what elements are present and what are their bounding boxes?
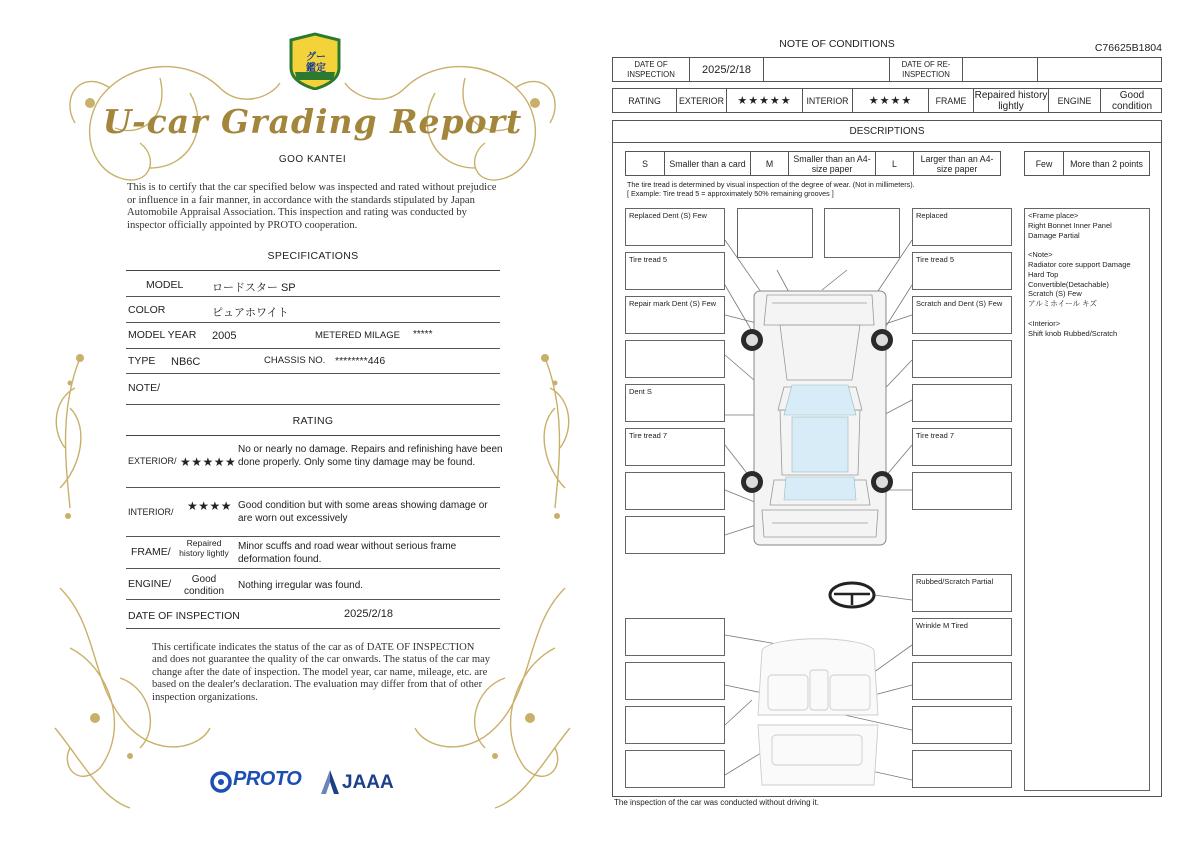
reinspection-value-cell — [962, 58, 1037, 81]
reinspection-label-cell: DATE OF RE-INSPECTION — [889, 58, 962, 81]
legend-l: L — [875, 152, 913, 175]
jaaa-logo-text: JAAA — [342, 772, 394, 793]
note-label: NOTE/ — [128, 382, 161, 394]
note-box-left-empty-3 — [625, 516, 725, 554]
frame-description: Minor scuffs and road wear without serious frame deformation found. — [238, 541, 457, 565]
proto-logo-text: PROTO — [233, 768, 302, 790]
legend-m-desc: Smaller than an A4-size paper — [788, 152, 875, 175]
interior-stars: ★★★★ — [187, 499, 233, 513]
interior-stars-cell: ★★★★ — [852, 89, 928, 112]
metered-mileage-value: ***** — [413, 329, 433, 340]
note-box-front-right-tire: Tire tread 5 — [912, 252, 1012, 290]
specifications-heading: SPECIFICATIONS — [267, 250, 359, 262]
metered-mileage-label: METERED MILAGE — [315, 330, 400, 341]
date-row — [612, 57, 1162, 82]
date-empty-cell — [763, 58, 891, 81]
note-box-left-door: Repair mark Dent (S) Few — [625, 296, 725, 334]
legend-m: M — [750, 152, 788, 175]
chassis-value: ********446 — [335, 355, 386, 367]
note-box-front-left-1: Replaced Dent (S) Few — [625, 208, 725, 246]
size-legend — [625, 151, 1001, 176]
note-box-interior-l3 — [625, 706, 725, 744]
engine-label: ENGINE/ — [128, 578, 172, 590]
note-box-front-left-tire: Tire tread 5 — [625, 252, 725, 290]
color-label: COLOR — [128, 304, 166, 316]
proto-logo-icon — [210, 771, 232, 793]
noc-title: NOTE OF CONDITIONS — [779, 38, 895, 50]
legend-s-desc: Smaller than a card — [664, 152, 750, 175]
ornamental-frame — [40, 28, 585, 828]
frame-value: Repaired history lightly — [179, 538, 229, 558]
noc-footer-note: The inspection of the car was conducted without driving it. — [614, 798, 819, 807]
seal-text: グー 鑑定 — [306, 52, 326, 74]
organization-name: GOO KANTEI — [278, 154, 347, 165]
note-box-interior-r1 — [912, 662, 1012, 700]
rating-label-cell: RATING — [628, 95, 661, 106]
rating-row — [612, 88, 1162, 113]
frame-label-cell: FRAME — [928, 89, 973, 112]
note-box-top-2 — [824, 208, 900, 258]
grading-certificate — [40, 28, 585, 828]
legend-few-desc: More than 2 points — [1063, 152, 1149, 175]
note-box-interior-r3 — [912, 750, 1012, 788]
noc-report-id: C76625B1804 — [1094, 42, 1162, 54]
exterior-stars: ★★★★★ — [180, 455, 237, 469]
note-box-interior-l1 — [625, 618, 725, 656]
rating-heading: RATING — [292, 415, 334, 427]
note-box-rear-right-tire: Tire tread 7 — [912, 428, 1012, 466]
chassis-label: CHASSIS NO. — [264, 355, 326, 366]
exterior-description: No or nearly no damage. Repairs and refinishing have been done properly. Only some tiny damage may be found. — [238, 444, 503, 468]
model-year-label: MODEL YEAR — [128, 329, 197, 341]
note-box-right-door: Scratch and Dent (S) Few — [912, 296, 1012, 334]
note-box-right-empty-3 — [912, 472, 1012, 510]
frame-value-cell: Repaired history lightly — [974, 89, 1048, 112]
frame-label: FRAME/ — [131, 546, 171, 558]
note-box-right-empty-1 — [912, 340, 1012, 378]
type-label: TYPE — [128, 355, 156, 367]
note-box-rear-left-tire: Tire tread 7 — [625, 428, 725, 466]
note-box-steering: Rubbed/Scratch Partial — [912, 574, 1012, 612]
model-label: MODEL — [146, 279, 184, 291]
engine-value-cell: Good condition — [1100, 89, 1163, 112]
note-box-interior-l2 — [625, 662, 725, 700]
side-notes-panel: <Frame place> Right Bonnet Inner Panel Damage Partial <Note> Radiator core support Damage Hard Top Convertible(Detachable) Scratch (S) Few アルミホイール キズ <Interior> Shift knob Rubbed/Scratch — [1024, 208, 1150, 791]
note-box-right-empty-2 — [912, 384, 1012, 422]
date-value-cell: 2025/2/18 — [689, 58, 763, 81]
model-year-value: 2005 — [212, 330, 237, 342]
note-box-seat: Wrinkle M Tired — [912, 618, 1012, 656]
legend-l-desc: Larger than an A4-size paper — [913, 152, 1000, 175]
steering-wheel-icon — [830, 583, 874, 607]
legend-s: S — [642, 158, 648, 169]
type-value: NB6C — [171, 356, 201, 368]
note-box-left-rear: Dent S — [625, 384, 725, 422]
engine-description: Nothing irregular was found. — [238, 580, 364, 591]
note-box-left-empty-2 — [625, 472, 725, 510]
interior-description: Good condition but with some areas showing damage or are worn out excessively — [238, 500, 488, 524]
note-box-top-1 — [737, 208, 813, 258]
jaaa-logo-icon — [320, 769, 340, 795]
interior-label-cell: INTERIOR — [802, 89, 852, 112]
note-box-left-empty-1 — [625, 340, 725, 378]
note-box-interior-l4 — [625, 750, 725, 788]
certificate-disclaimer: This certificate indicates the status of the car as of DATE OF INSPECTION and does not guarantee the quality of the car onwards. The status of the car may change after the date of inspection. The model year, car name, mileage, etc. are based on the dealer's declaration. The evaluation may differ from that of other inspection organizations. — [152, 642, 491, 703]
exterior-label: EXTERIOR/ — [128, 456, 177, 466]
few-legend — [1024, 151, 1150, 176]
tread-note: The tire tread is determined by visual inspection of the degree of wear. (Not in millimeters). [ Example: Tire tread 5 = approximately 50% remaining grooves ] — [627, 180, 915, 198]
exterior-label-cell: EXTERIOR — [676, 89, 726, 112]
legend-few: Few — [1035, 158, 1053, 169]
note-box-interior-r2 — [912, 706, 1012, 744]
descriptions-heading: DESCRIPTIONS — [612, 121, 1162, 143]
engine-value: Good condition — [183, 574, 225, 597]
certification-statement: This is to certify that the car specified below was inspected and rated without prejudice or influence in a fair manner, in accordance with the standards stipulated by Japan Automobile Appraisal Association. This inspection and rating was conducted by inspector officially appointed by PROTO cooperation. — [127, 182, 497, 231]
note-box-front-right-1: Replaced — [912, 208, 1012, 246]
interior-label: INTERIOR/ — [128, 507, 174, 517]
report-title: U-car Grading Report — [102, 102, 523, 141]
exterior-stars-cell: ★★★★★ — [726, 89, 802, 112]
engine-label-cell: ENGINE — [1048, 89, 1100, 112]
date-label-cell: DATE OF INSPECTION — [627, 59, 675, 79]
color-value: ピュアホワイト — [212, 307, 289, 319]
inspection-date-label: DATE OF INSPECTION — [128, 610, 240, 622]
inspection-date-value: 2025/2/18 — [344, 608, 393, 620]
reinspection-empty-cell — [1037, 58, 1163, 81]
model-value: ロードスター SP — [212, 282, 296, 294]
